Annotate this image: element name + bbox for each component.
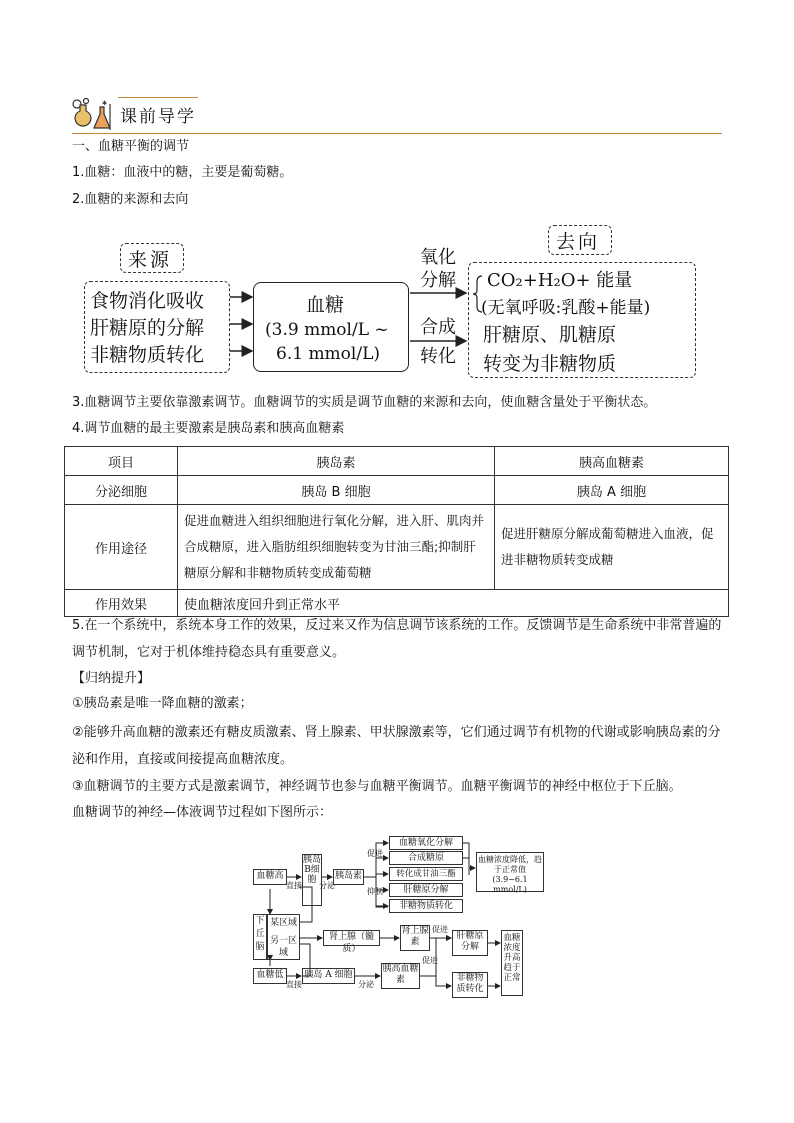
effect-box: 肝糖原分解: [389, 883, 463, 897]
edge-label: 促进: [422, 956, 438, 965]
table-cell: 促进肝糖原分解成葡萄糖进入血液，促进非糖物质转变成糖: [495, 505, 729, 590]
node-insulin: 胰岛素: [333, 869, 364, 885]
node-blood-sugar-low: 血糖低: [253, 968, 287, 984]
edge-label: 直接: [286, 881, 302, 890]
edge-label: 促进: [432, 925, 448, 934]
table-cell: 分泌细胞: [65, 476, 178, 505]
paragraph-1: 1.血糖：血液中的糖，主要是葡萄糖。: [72, 165, 293, 180]
paragraph-2: 2.血糖的来源和去向: [72, 192, 189, 207]
effect-box: 合成糖原: [389, 851, 463, 865]
node-lower-result: 血糖浓度降低，趋于正常值 (3.9~6.1 mmol/L): [476, 852, 544, 892]
dest-item: 肝糖原、肌糖原: [483, 324, 617, 346]
summary-item: 血糖调节的神经—体液调节过程如下图所示：: [72, 805, 333, 820]
table-header: 胰岛素: [178, 447, 495, 476]
table-header: 项目: [65, 447, 178, 476]
dest-item: (无氧呼吸:乳酸+能量): [481, 298, 651, 318]
page-title: 课前导学: [120, 107, 196, 127]
paragraph-3: 3.血糖调节主要依靠激素调节。血糖调节的实质是调节血糖的来源和去向，使血糖含量处于平衡状态。: [72, 395, 657, 410]
effect-box: 转化成甘油三酯: [389, 867, 463, 881]
table-cell: 促进血糖进入组织细胞进行氧化分解，进入肝、肌肉并合成糖原，进入脂肪组织细胞转变为甘油三酯;抑制肝糖原分解和非糖物质转变成葡萄糖: [178, 505, 495, 590]
node-hypothalamus: 下丘脑: [253, 914, 267, 960]
summary-item: ①胰岛素是唯一降血糖的激素；: [72, 696, 253, 711]
source-label: 来源: [128, 249, 173, 271]
arrow-label: 转化: [420, 346, 456, 367]
arrow-label: 合成: [420, 317, 456, 338]
table-cell: 作用效果: [65, 590, 178, 617]
dest-label: 去向: [556, 231, 601, 253]
area-label: 某区域: [269, 918, 297, 928]
node-blood-sugar-high: 血糖高: [253, 869, 287, 885]
edge-label: 分泌: [358, 980, 374, 989]
arrow-label: 分解: [420, 270, 456, 291]
table-cell: 胰岛 B 细胞: [178, 476, 495, 505]
arrow-label: 氧化: [420, 247, 456, 268]
section-heading: 一、血糖平衡的调节: [72, 139, 190, 154]
source-item: 肝糖原的分解: [90, 317, 205, 339]
table-cell: 使血糖浓度回升到正常水平: [178, 590, 729, 617]
center-range-1: (3.9 mmol/L ~: [265, 320, 389, 340]
edge-label: 直接: [286, 980, 302, 989]
effect-box: 血糖氧化分解: [389, 836, 463, 850]
dest-item: CO₂+H₂O+ 能量: [487, 270, 633, 291]
node-nonsugar: 非糖物质转化: [452, 972, 488, 998]
source-item: 非糖物质转化: [90, 344, 205, 366]
svg-text:✱: ✱: [102, 100, 108, 107]
edge-label: 分泌: [319, 881, 335, 890]
node-beta-cells: 胰岛B细胞: [302, 854, 322, 906]
summary-title: 【归纳提升】: [72, 671, 151, 686]
center-range-2: 6.1 mmol/L): [276, 344, 381, 364]
node-adrenal-medulla: 肾上腺（髓质）: [323, 930, 380, 946]
source-item: 食物消化吸收: [90, 290, 205, 312]
node-alpha-cells: 胰岛 A 细胞: [302, 968, 355, 984]
area-label: 另一区域: [269, 936, 297, 958]
summary-item: ②能够升高血糖的激素还有糖皮质激素、肾上腺素、甲状腺激素等，它们通过调节有机物的代谢或影响胰岛素的分泌和作用，直接或间接提高血糖浓度。: [72, 725, 721, 767]
node-raise-result: 血糖浓度升高趋于正常: [501, 930, 523, 996]
center-title: 血糖: [306, 294, 345, 316]
summary-item: ③血糖调节的主要方式是激素调节，神经调节也参与血糖平衡调节。血糖平衡调节的神经中枢位于下丘脑。: [72, 779, 682, 794]
effect-box: 非糖物质转化: [389, 899, 463, 913]
paragraph-4: 4.调节血糖的最主要激素是胰岛素和胰高血糖素: [72, 421, 345, 436]
node-glycogenolysis: 肝糖原分解: [452, 930, 488, 956]
table-cell: 胰岛 A 细胞: [495, 476, 729, 505]
table-cell: 作用途径: [65, 505, 178, 590]
edge-label: 抑制: [367, 887, 383, 896]
paragraph-5: 5.在一个系统中，系统本身工作的效果，反过来又作为信息调节该系统的工作。反馈调节是生命系统中非常普遍的调节机制，它对于机体维持稳态具有重要意义。: [72, 618, 722, 660]
dest-item: 转变为非糖物质: [483, 353, 617, 375]
node-hypothalamus-areas: [267, 914, 300, 960]
edge-label: 促进: [367, 849, 383, 858]
table-header: 胰高血糖素: [495, 447, 729, 476]
node-glucagon: 胰高血糖素: [381, 963, 420, 989]
node-adrenaline: 肾上腺素: [400, 925, 430, 951]
